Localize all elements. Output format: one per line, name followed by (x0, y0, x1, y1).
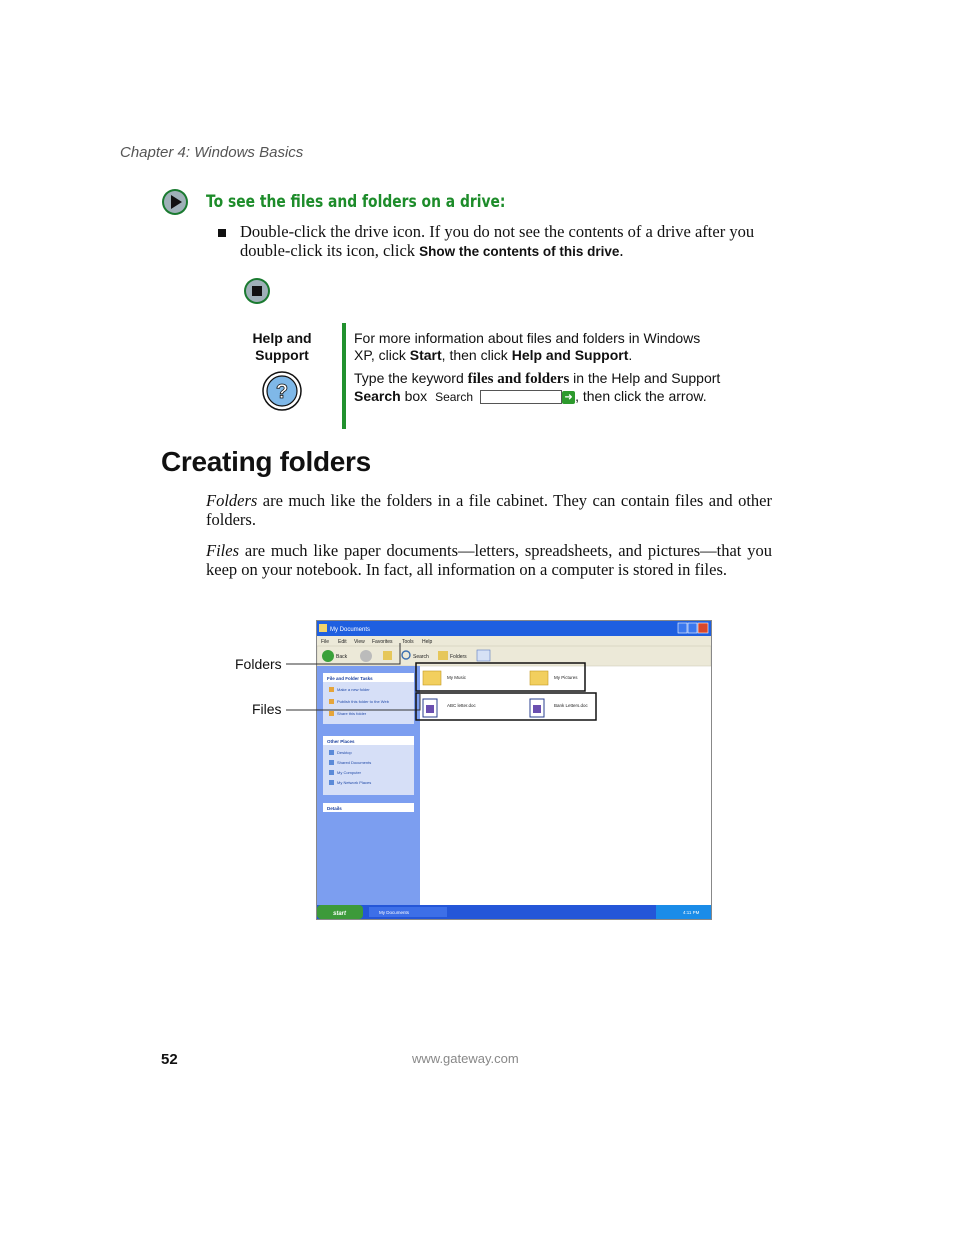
svg-text:Other Places: Other Places (327, 739, 355, 744)
callout-folders-label: Folders (235, 656, 282, 672)
go-arrow-icon: ➜ (562, 391, 575, 404)
folder-item[interactable]: My Pictures (554, 675, 578, 680)
menu-item[interactable]: File (321, 639, 330, 645)
svg-text:My Documents: My Documents (379, 910, 410, 915)
task-link[interactable]: Share this folder (337, 711, 367, 716)
window-titlebar (317, 621, 711, 636)
file-item[interactable]: ABC letter.doc (447, 703, 476, 708)
page-number: 52 (161, 1051, 178, 1068)
procedure-start-icon (161, 188, 189, 216)
folder-item[interactable]: My Music (447, 675, 466, 680)
folders-highlight-box (416, 663, 585, 691)
place-link[interactable]: My Computer (337, 770, 362, 775)
close-icon (698, 623, 708, 633)
section-title: Creating folders (161, 446, 371, 477)
svg-text:?: ? (275, 381, 289, 403)
files-highlight-box (416, 693, 596, 720)
chapter-header: Chapter 4: Windows Basics (120, 144, 304, 161)
paragraph-folders: Folders are much like the folders in a file cabinet. They can contain files and other folders. (206, 491, 772, 529)
place-link[interactable]: My Network Places (337, 780, 372, 785)
bullet-square (218, 229, 226, 237)
place-icon (329, 750, 334, 755)
help-question-icon (262, 371, 302, 411)
callout-lines (280, 640, 610, 730)
place-icon (329, 770, 334, 775)
minimize-icon (678, 623, 687, 633)
procedure-heading: To see the files and folders on a drive: (206, 192, 506, 211)
menu-item[interactable]: Favorites (372, 639, 393, 645)
help-text: For more information about files and folders in Windows XP, click Start, then click Help and Support. Type the keyword files and folders in the Help and Support Search box Search ➜ , then click the arrow. (354, 330, 721, 404)
place-link[interactable]: Shared Documents (337, 760, 372, 765)
window-title: My Documents (330, 627, 371, 633)
procedure-step: Double-click the drive icon. If you do not see the contents of a drive after you double-click its icon, click Show the contents of this drive. (240, 222, 755, 260)
menu-item[interactable]: Help (422, 639, 433, 645)
menu-item[interactable]: Tools (402, 639, 414, 645)
svg-text:4:11 PM: 4:11 PM (683, 910, 700, 915)
search-box-label: Search (435, 390, 474, 404)
procedure-end-icon (243, 277, 271, 305)
show-contents-link-text: Show the contents of this drive (419, 243, 620, 259)
folder-icon (319, 624, 327, 632)
maximize-icon (688, 623, 697, 633)
folders-label: Folders (450, 654, 467, 660)
task-link[interactable]: Publish this folder to the Web (337, 699, 389, 704)
place-icon (329, 780, 334, 785)
back-label: Back (336, 654, 348, 660)
place-link[interactable]: Desktop (337, 750, 352, 755)
search-label: Search (413, 654, 429, 660)
svg-text:Details: Details (327, 806, 342, 811)
help-divider (342, 323, 346, 429)
paragraph-files: Files are much like paper documents—letters, spreadsheets, and pictures—that you keep on your notebook. In fact, all information on a computer is stored in files. (206, 541, 772, 579)
callout-files-label: Files (252, 701, 282, 717)
footer-url: www.gateway.com (412, 1051, 519, 1066)
help-support-label: Help and Support (252, 330, 312, 363)
task-link[interactable]: Make a new folder (337, 687, 370, 692)
svg-text:start: start (333, 911, 347, 917)
menu-item[interactable]: Edit (338, 639, 347, 645)
menu-item[interactable]: View (354, 639, 365, 645)
search-box-image (480, 390, 562, 404)
svg-text:File and Folder Tasks: File and Folder Tasks (327, 676, 373, 681)
place-icon (329, 760, 334, 765)
file-item[interactable]: Bank Letters.doc (554, 703, 588, 708)
